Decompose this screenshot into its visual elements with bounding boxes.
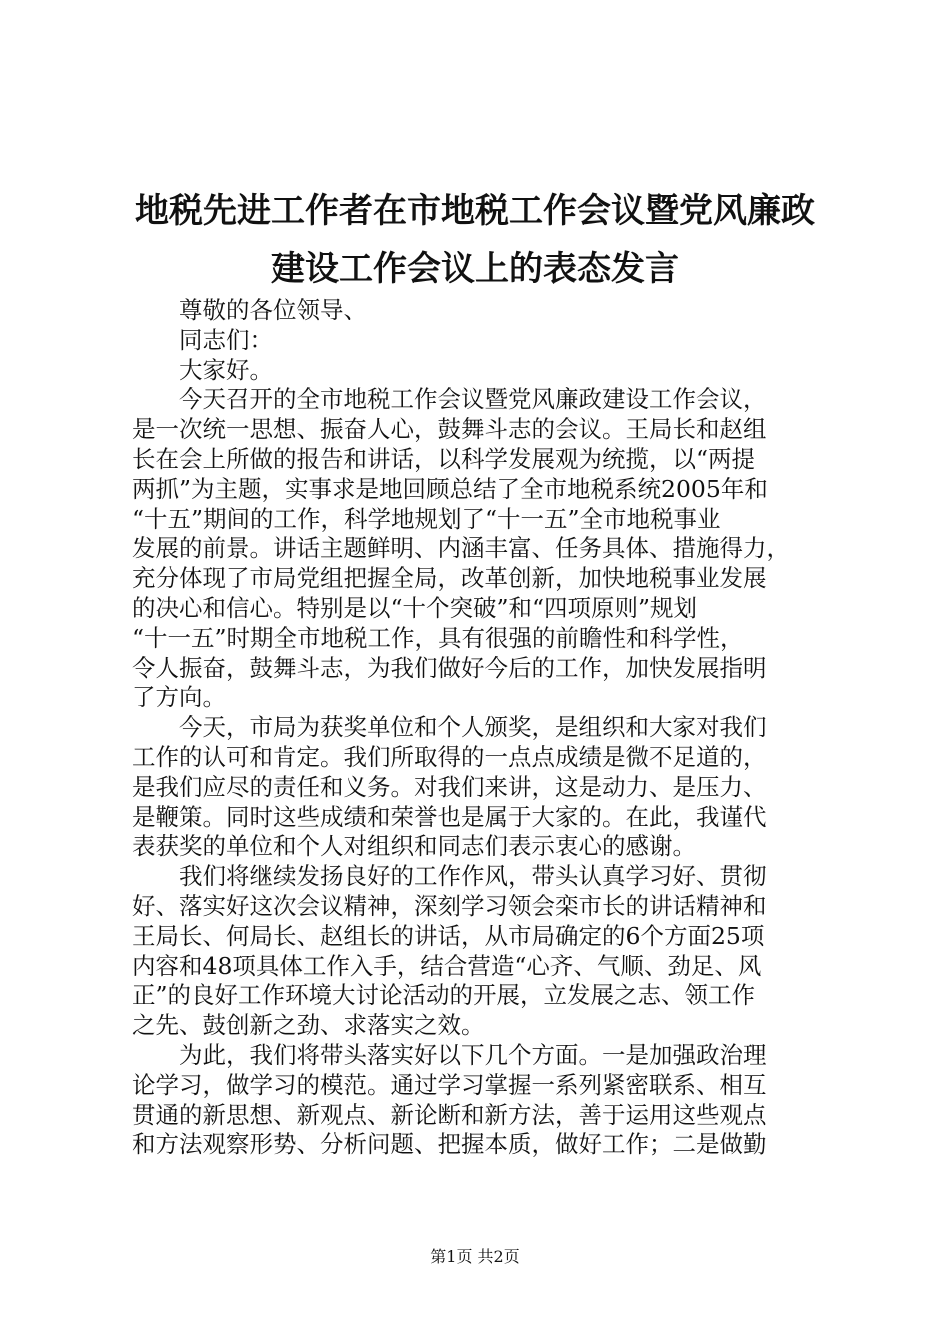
text-line: 令人振奋，鼓舞斗志，为我们做好今后的工作，加快发展指明 — [132, 653, 767, 682]
title-line-2: 建设工作会议上的表态发言 — [271, 249, 679, 289]
salutation-line: 同志们： — [179, 325, 273, 354]
document-title — [110, 182, 840, 298]
text-line: 是我们应尽的责任和义务。对我们来讲，这是动力、是压力、 — [132, 772, 767, 801]
text-line: 是鞭策。同时这些成绩和荣誉也是属于大家的。在此，我谨代 — [132, 802, 767, 831]
greeting-line: 大家好。 — [179, 355, 273, 384]
text-line: 正”的良好工作环境大讨论活动的开展，立发展之志、领工作 — [132, 981, 756, 1010]
text-line: 充分体现了市局党组把握全局，改革创新，加快地税事业发展 — [132, 564, 767, 593]
text-line: 之先、鼓创新之劲、求落实之效。 — [132, 1011, 485, 1040]
text-line: 贯通的新思想、新观点、新论断和新方法，善于运用这些观点 — [132, 1100, 767, 1129]
text-line: 今天召开的全市地税工作会议暨党风廉政建设工作会议， — [179, 385, 767, 414]
salutation-line: 尊敬的各位领导、 — [179, 296, 367, 324]
page-footer: 第1页 共2页 — [430, 1247, 520, 1266]
text-line: 长在会上所做的报告和讲话，以科学发展观为统揽，以“两提 — [132, 444, 756, 473]
text-line: 了方向。 — [132, 683, 226, 712]
text-line: 两抓”为主题，实事求是地回顾总结了全市地税系统2005年和 — [132, 474, 768, 503]
text-line: 论学习，做学习的模范。通过学习掌握一系列紧密联系、相互 — [132, 1070, 767, 1099]
text-line: 是一次统一思想、振奋人心，鼓舞斗志的会议。王局长和赵组 — [132, 415, 767, 444]
text-line: 我们将继续发扬良好的工作作风，带头认真学习好、贯彻 — [179, 862, 767, 891]
title-line-1: 地税先进工作者在市地税工作会议暨党风廉政 — [135, 191, 815, 231]
text-line: 王局长、何局长、赵组长的讲话，从市局确定的6个方面25项 — [132, 921, 765, 950]
text-line: 和方法观察形势、分析问题、把握本质，做好工作；二是做勤 — [132, 1130, 767, 1159]
text-line: 为此，我们将带头落实好以下几个方面。一是加强政治理 — [179, 1040, 767, 1069]
text-line: 工作的认可和肯定。我们所取得的一点点成绩是微不足道的， — [132, 742, 767, 771]
text-line: 的决心和信心。特别是以“十个突破”和“四项原则”规划 — [132, 593, 698, 622]
text-line: 今天，市局为获奖单位和个人颁奖，是组织和大家对我们 — [179, 713, 767, 742]
document-body — [132, 296, 832, 1160]
text-line: 表获奖的单位和个人对组织和同志们表示衷心的感谢。 — [132, 832, 696, 861]
text-line: 内容和48项具体工作入手，结合营造“心齐、气顺、劲足、风 — [132, 951, 762, 980]
text-line: 发展的前景。讲话主题鲜明、内涵丰富、任务具体、措施得力， — [132, 534, 790, 563]
text-line: “十五”期间的工作，科学地规划了“十一五”全市地税事业 — [132, 504, 721, 533]
text-line: “十一五”时期全市地税工作，具有很强的前瞻性和科学性， — [132, 623, 744, 652]
text-line: 好、落实好这次会议精神，深刻学习领会栾市长的讲话精神和 — [132, 891, 767, 920]
